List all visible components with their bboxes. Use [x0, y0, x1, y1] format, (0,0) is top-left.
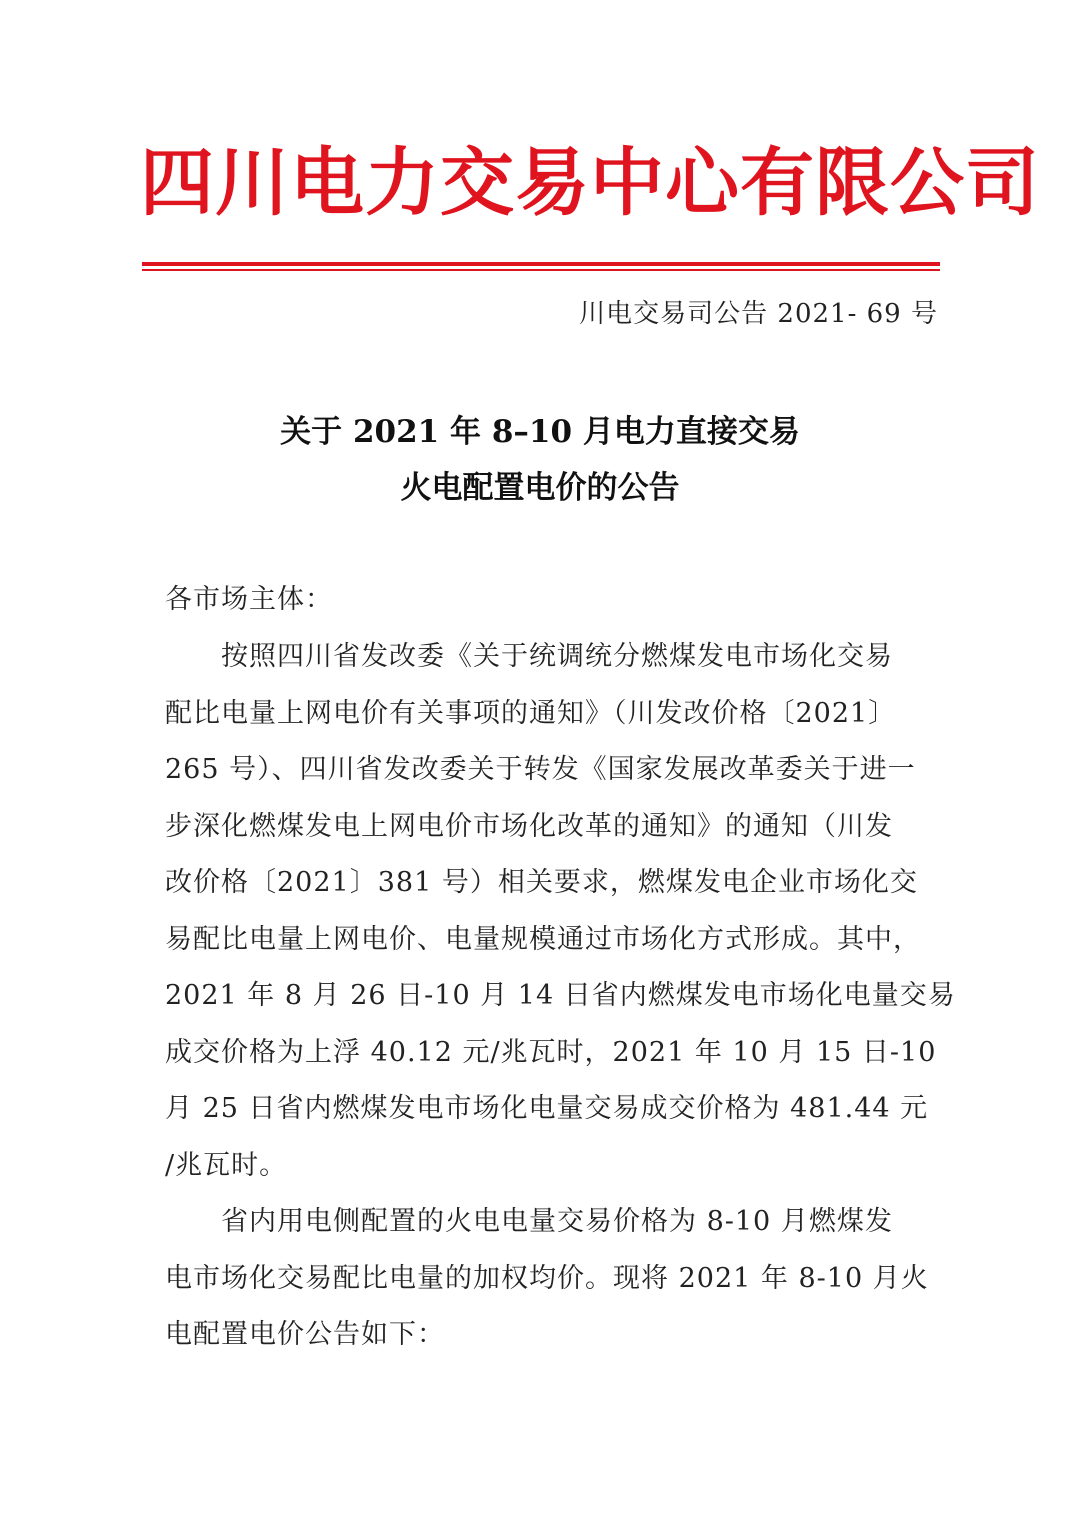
paragraph-line: 电配置电价公告如下：	[165, 1319, 445, 1350]
title-line-1: 关于 2021 年 8–10 月电力直接交易	[280, 414, 800, 450]
header-rule-thin	[142, 269, 940, 271]
paragraph-line: 按照四川省发改委《关于统调统分燃煤发电市场化交易	[221, 641, 893, 672]
paragraph-line: 配比电量上网电价有关事项的通知》（川发改价格〔2021〕	[165, 697, 897, 729]
header-rule-thick	[142, 262, 940, 266]
paragraph-line: 步深化燃煤发电上网电价市场化改革的通知》的通知（川发	[165, 810, 893, 842]
document-number: 川电交易司公告 2021- 69 号	[579, 299, 938, 329]
paragraph-line: 改价格〔2021〕381 号）相关要求，燃煤发电企业市场化交	[165, 867, 918, 898]
paragraph-line: 月 25 日省内燃煤发电市场化电量交易成交价格为 481.44 元	[165, 1093, 929, 1124]
document-title	[140, 404, 940, 516]
title-line-2: 火电配置电价的公告	[400, 470, 680, 506]
body-paragraph-2	[165, 1194, 929, 1364]
organization-header: 四川电力交易中心有限公司	[140, 140, 1040, 226]
paragraph-line: 265 号）、四川省发改委关于转发《国家发展改革委关于进一	[165, 754, 916, 785]
paragraph-line: 易配比电量上网电价、电量规模通过市场化方式形成。其中，	[165, 923, 921, 955]
salutation: 各市场主体：	[165, 584, 333, 615]
paragraph-line: 成交价格为上浮 40.12 元/兆瓦时，2021 年 10 月 15 日-10	[165, 1036, 937, 1068]
body-paragraph-1	[165, 629, 956, 1194]
paragraph-line: 2021 年 8 月 26 日-10 月 14 日省内燃煤发电市场化电量交易	[165, 980, 956, 1011]
paragraph-line: /兆瓦时。	[165, 1149, 288, 1181]
paragraph-line: 电市场化交易配比电量的加权均价。现将 2021 年 8-10 月火	[165, 1262, 929, 1294]
paragraph-line: 省内用电侧配置的火电电量交易价格为 8-10 月燃煤发	[221, 1206, 893, 1237]
